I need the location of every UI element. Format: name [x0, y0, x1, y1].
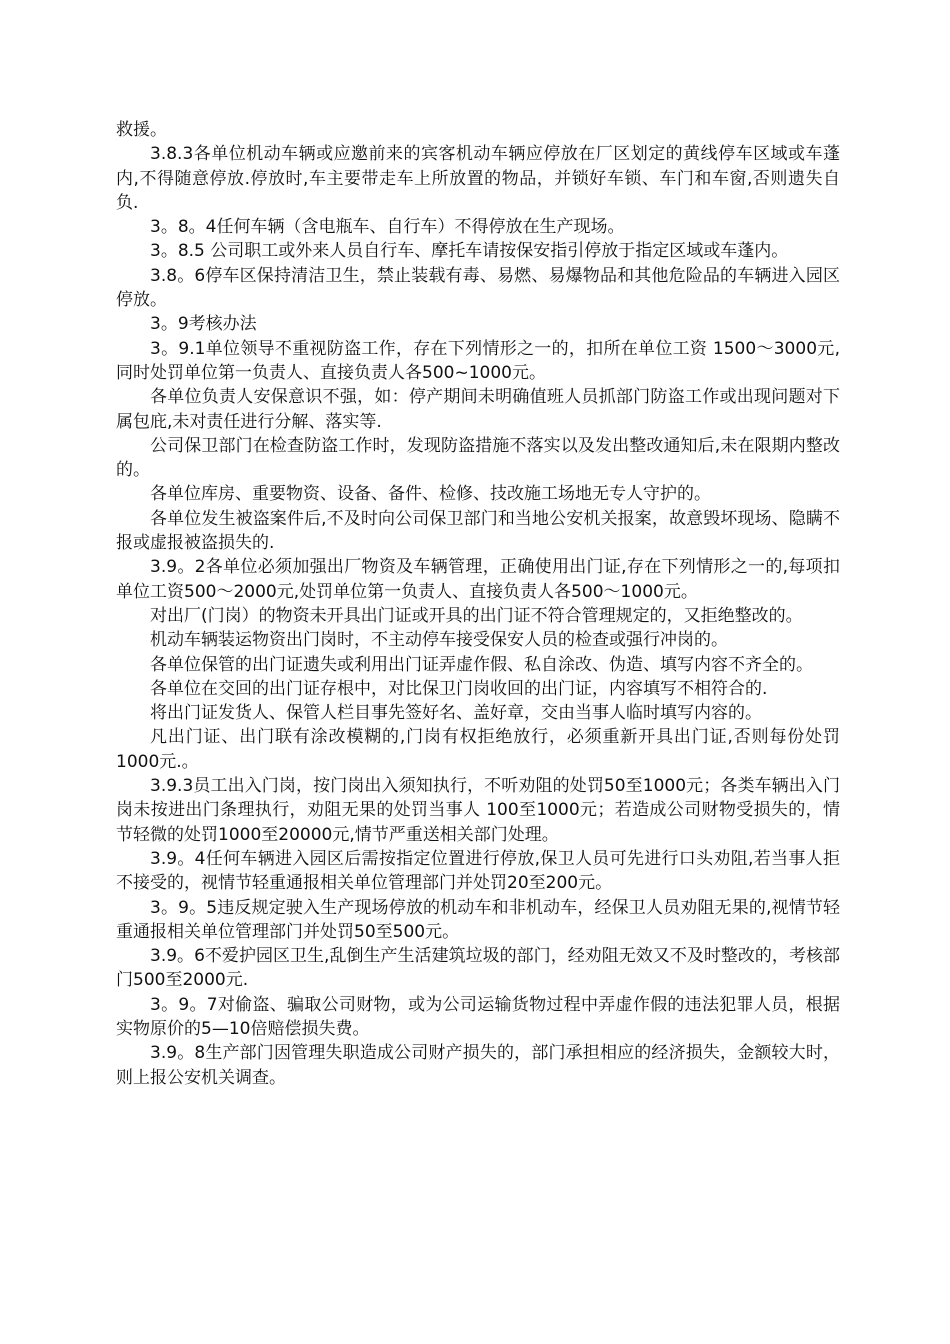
list-item: 凡出门证、出门联有涂改模糊的,门岗有权拒绝放行，必须重新开具出门证,否则每份处罚1000元.。 [116, 727, 840, 772]
paragraph-3-9-4: 3.9。4任何车辆进入园区后需按指定位置进行停放,保卫人员可先进行口头劝阻,若当事人拒不接受的，视情节轻重通报相关单位管理部门并处罚20至200元。 [116, 848, 840, 894]
paragraph-3-9-8: 3.9。8生产部门因管理失职造成公司财产损失的，部门承担相应的经济损失，金额较大时，则上报公安机关调查。 [116, 1043, 840, 1088]
list-item: 各单位负责人安保意识不强，如：停产期间未明确值班人员抓部门防盗工作或出现问题对下属包庇,未对责任进行分解、落实等. [116, 387, 840, 432]
list-item: 将出门证发货人、保管人栏目事先签好名、盖好章，交由当事人临时填写内容的。 [150, 703, 762, 724]
paragraph-3-9-3: 3.9.3员工出入门岗，按门岗出入须知执行，不听劝阻的处罚50至1000元；各类车辆出入门岗未按进出门条理执行，劝阻无果的处罚当事人 100至1000元；若造成公司财物受损失的，情节轻微的处罚1000至20000元,情节严重送相关部门处理。 [116, 776, 840, 845]
paragraph-3-9-5: 3。9。5违反规定驶入生产现场停放的机动车和非机动车，经保卫人员劝阻无果的,视情节轻重通报相关单位管理部门并处罚50至500元。 [116, 897, 840, 942]
list-item: 各单位发生被盗案件后,不及时向公司保卫部门和当地公安机关报案，故意毁坏现场、隐瞒不报或虚报被盗损失的. [116, 508, 840, 554]
paragraph-3-9-1: 3。9.1单位领导不重视防盗工作，存在下列情形之一的，扣所在单位工资 1500～3000元,同时处罚单位第一负责人、直接负责人各500~1000元。 [116, 338, 840, 383]
list-item: 各单位保管的出门证遗失或利用出门证弄虚作假、私自涂改、伪造、填写内容不齐全的。 [150, 654, 813, 675]
paragraph-3-8-5: 3。8.5 公司职工或外来人员自行车、摩托车请按保安指引停放于指定区域或车蓬内。 [150, 241, 789, 262]
paragraph-3-9-6: 3.9。6不爱护园区卫生,乱倒生产生活建筑垃圾的部门，经劝阻无效又不及时整改的，考核部门500至2000元. [116, 946, 840, 991]
paragraph-3-8-3: 3.8.3各单位机动车辆或应邀前来的宾客机动车辆应停放在厂区划定的黄线停车区域或车蓬内,不得随意停放.停放时,车主要带走车上所放置的物品，并锁好车锁、车门和车窗,否则遗失自负. [116, 144, 840, 213]
list-item: 各单位库房、重要物资、设备、备件、检修、技改施工场地无专人守护的。 [150, 484, 711, 505]
list-item: 对出厂(门岗）的物资未开具出门证或开具的出门证不符合管理规定的，又拒绝整改的。 [150, 605, 803, 626]
list-item: 各单位在交回的出门证存根中，对比保卫门岗收回的出门证，内容填写不相符合的. [150, 678, 768, 699]
paragraph-continuation: 救援。 [116, 120, 167, 140]
paragraph-3-9-2: 3.9。2各单位必须加强出厂物资及车辆管理，正确使用出门证,存在下列情形之一的,每项扣单位工资500～2000元,处罚单位第一负责人、直接负责人各500～1000元。 [116, 557, 840, 602]
list-item: 公司保卫部门在检查防盗工作时，发现防盗措施不落实以及发出整改通知后,未在限期内整改的。 [116, 435, 840, 481]
paragraph-3-9-7: 3。9。7对偷盗、骗取公司财物，或为公司运输货物过程中弄虚作假的违法犯罪人员，根据实物原价的5—10倍赔偿损失费。 [116, 994, 840, 1039]
paragraph-3-8-6: 3.8。6停车区保持清洁卫生，禁止装载有毒、易燃、易爆物品和其他危险品的车辆进入园区停放。 [116, 265, 840, 311]
paragraph-3-8-4: 3。8。4任何车辆（含电瓶车、自行车）不得停放在生产现场。 [150, 217, 625, 238]
document-page [116, 118, 840, 1090]
list-item: 机动车辆装运物资出门岗时，不主动停车接受保安人员的检查或强行冲岗的。 [150, 630, 728, 651]
section-heading-3-9: 3。9考核办法 [150, 314, 257, 335]
